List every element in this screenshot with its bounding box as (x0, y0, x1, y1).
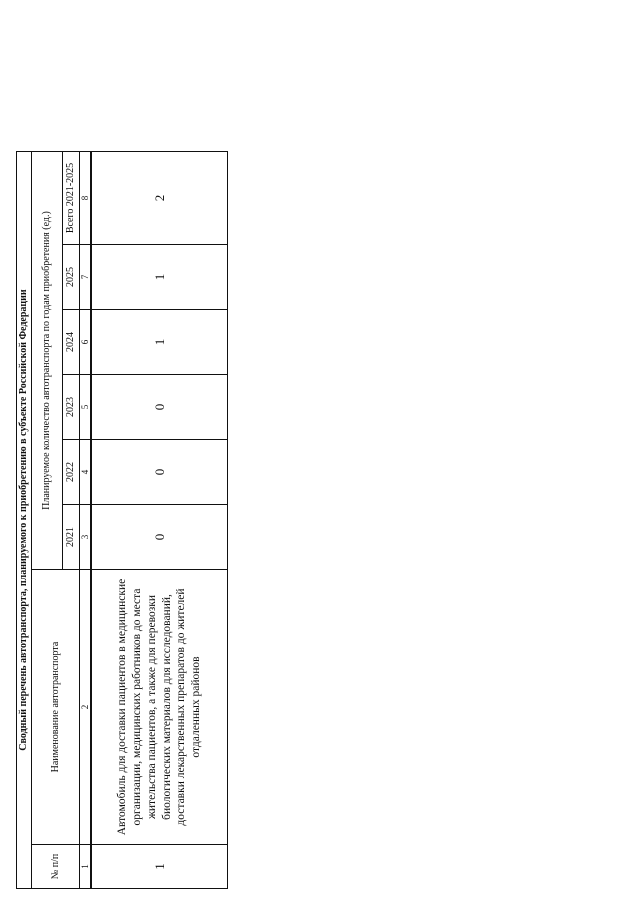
vehicle-name: Автомобиль для доставки пациентов в медицинские организации, медицинских работников до места жительства пациентов, а также для перевозки биологических материалов для исследований, доставки лекарственных препаратов до жителей отдаленных районов (91, 570, 228, 845)
header-year-2023: 2023 (63, 375, 80, 440)
qty-2023: 0 (91, 375, 228, 440)
row-index: 1 (91, 845, 228, 889)
header-year-2022: 2022 (63, 440, 80, 505)
header-year-2021: 2021 (63, 505, 80, 570)
column-number: 7 (80, 245, 92, 310)
rotated-document-page (16, 152, 228, 889)
qty-total: 2 (91, 151, 228, 244)
qty-2022: 0 (91, 440, 228, 505)
header-vehicle-name: Наименование автотранспорта (32, 570, 80, 845)
column-number: 3 (80, 505, 92, 570)
qty-2024: 1 (91, 310, 228, 375)
table-title: Сводный перечень автотранспорта, планируемого к приобретению в субъекте Российской Федерации (17, 151, 32, 888)
column-number: 1 (80, 845, 92, 889)
qty-2025: 1 (91, 245, 228, 310)
table-row (91, 151, 228, 888)
header-planned-quantity: Планируемое количество автотранспорта по годам приобретения (ед.) (32, 151, 63, 569)
column-number: 5 (80, 375, 92, 440)
header-year-2025: 2025 (63, 245, 80, 310)
column-number: 2 (80, 570, 92, 845)
column-number: 4 (80, 440, 92, 505)
column-number: 6 (80, 310, 92, 375)
header-year-2024: 2024 (63, 310, 80, 375)
column-number: 8 (80, 151, 92, 244)
qty-2021: 0 (91, 505, 228, 570)
header-index: № п/п (32, 845, 80, 889)
header-total: Всего 2021-2025 (63, 151, 80, 244)
vehicle-purchase-table (16, 151, 228, 889)
